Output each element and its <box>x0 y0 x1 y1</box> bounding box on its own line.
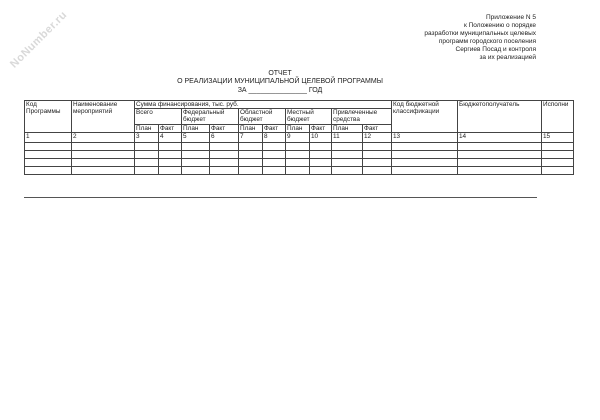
column-number: 11 <box>332 132 363 142</box>
appendix-line: Приложение N 5 <box>485 14 536 21</box>
report-title-line2: О РЕАЛИЗАЦИИ МУНИЦИПАЛЬНОЙ ЦЕЛЕВОЙ ПРОГРАММЫ <box>177 78 383 86</box>
report-title-line1: ОТЧЕТ <box>268 70 292 77</box>
header-local: Местный бюджет <box>286 109 332 124</box>
watermark: NoNumber.ru <box>8 8 70 71</box>
column-number: 10 <box>310 132 332 142</box>
appendix-line: Сергиев Посад и контроля <box>455 46 536 54</box>
report-period: ЗА _______________ ГОД <box>237 86 323 94</box>
header-recipient: Бюджетополучатель <box>458 101 542 133</box>
table-row <box>25 142 574 150</box>
table-row <box>25 150 574 158</box>
header-funding: Сумма финансирования, тыс. руб. <box>135 101 392 109</box>
column-number: 15 <box>542 132 574 142</box>
appendix-line: к Положению о порядке <box>463 22 536 30</box>
column-number: 12 <box>363 132 392 142</box>
header-federal: Федеральный бюджет <box>182 109 239 124</box>
header-fact: Факт <box>363 124 392 132</box>
header-program-code: Код Программы <box>25 101 72 133</box>
appendix-line: разработки муниципальных целевых <box>424 30 536 38</box>
column-number-row <box>25 132 574 142</box>
header-attracted: Привлеченные средства <box>332 109 392 124</box>
table-row <box>25 166 574 174</box>
header-budget-code: Код бюджетной классификации <box>392 101 458 133</box>
report-title <box>0 70 560 95</box>
header-fact: Факт <box>263 124 286 132</box>
column-number: 2 <box>72 132 135 142</box>
column-number: 13 <box>392 132 458 142</box>
column-number: 8 <box>263 132 286 142</box>
header-row <box>25 101 574 109</box>
header-plan: План <box>286 124 310 132</box>
header-total: Всего <box>135 109 182 124</box>
page-divider <box>24 197 537 198</box>
column-number: 1 <box>25 132 72 142</box>
header-plan: План <box>182 124 210 132</box>
appendix-line: за их реализацией <box>479 54 536 62</box>
header-plan: План <box>135 124 159 132</box>
column-number: 3 <box>135 132 159 142</box>
column-number: 4 <box>159 132 182 142</box>
header-plan: План <box>332 124 363 132</box>
column-number: 9 <box>286 132 310 142</box>
column-number: 6 <box>210 132 239 142</box>
header-fact: Факт <box>159 124 182 132</box>
header-activity-name: Наименование мероприятий <box>72 101 135 133</box>
table-row <box>25 158 574 166</box>
appendix-line: программ городского поселения <box>438 38 536 46</box>
header-executor: Исполни <box>542 101 574 133</box>
header-fact: Факт <box>310 124 332 132</box>
header-regional: Областной бюджет <box>239 109 286 124</box>
header-fact: Факт <box>210 124 239 132</box>
column-number: 5 <box>182 132 210 142</box>
report-table <box>24 100 574 175</box>
column-number: 7 <box>239 132 263 142</box>
column-number: 14 <box>458 132 542 142</box>
header-plan: План <box>239 124 263 132</box>
appendix-note <box>356 14 536 63</box>
